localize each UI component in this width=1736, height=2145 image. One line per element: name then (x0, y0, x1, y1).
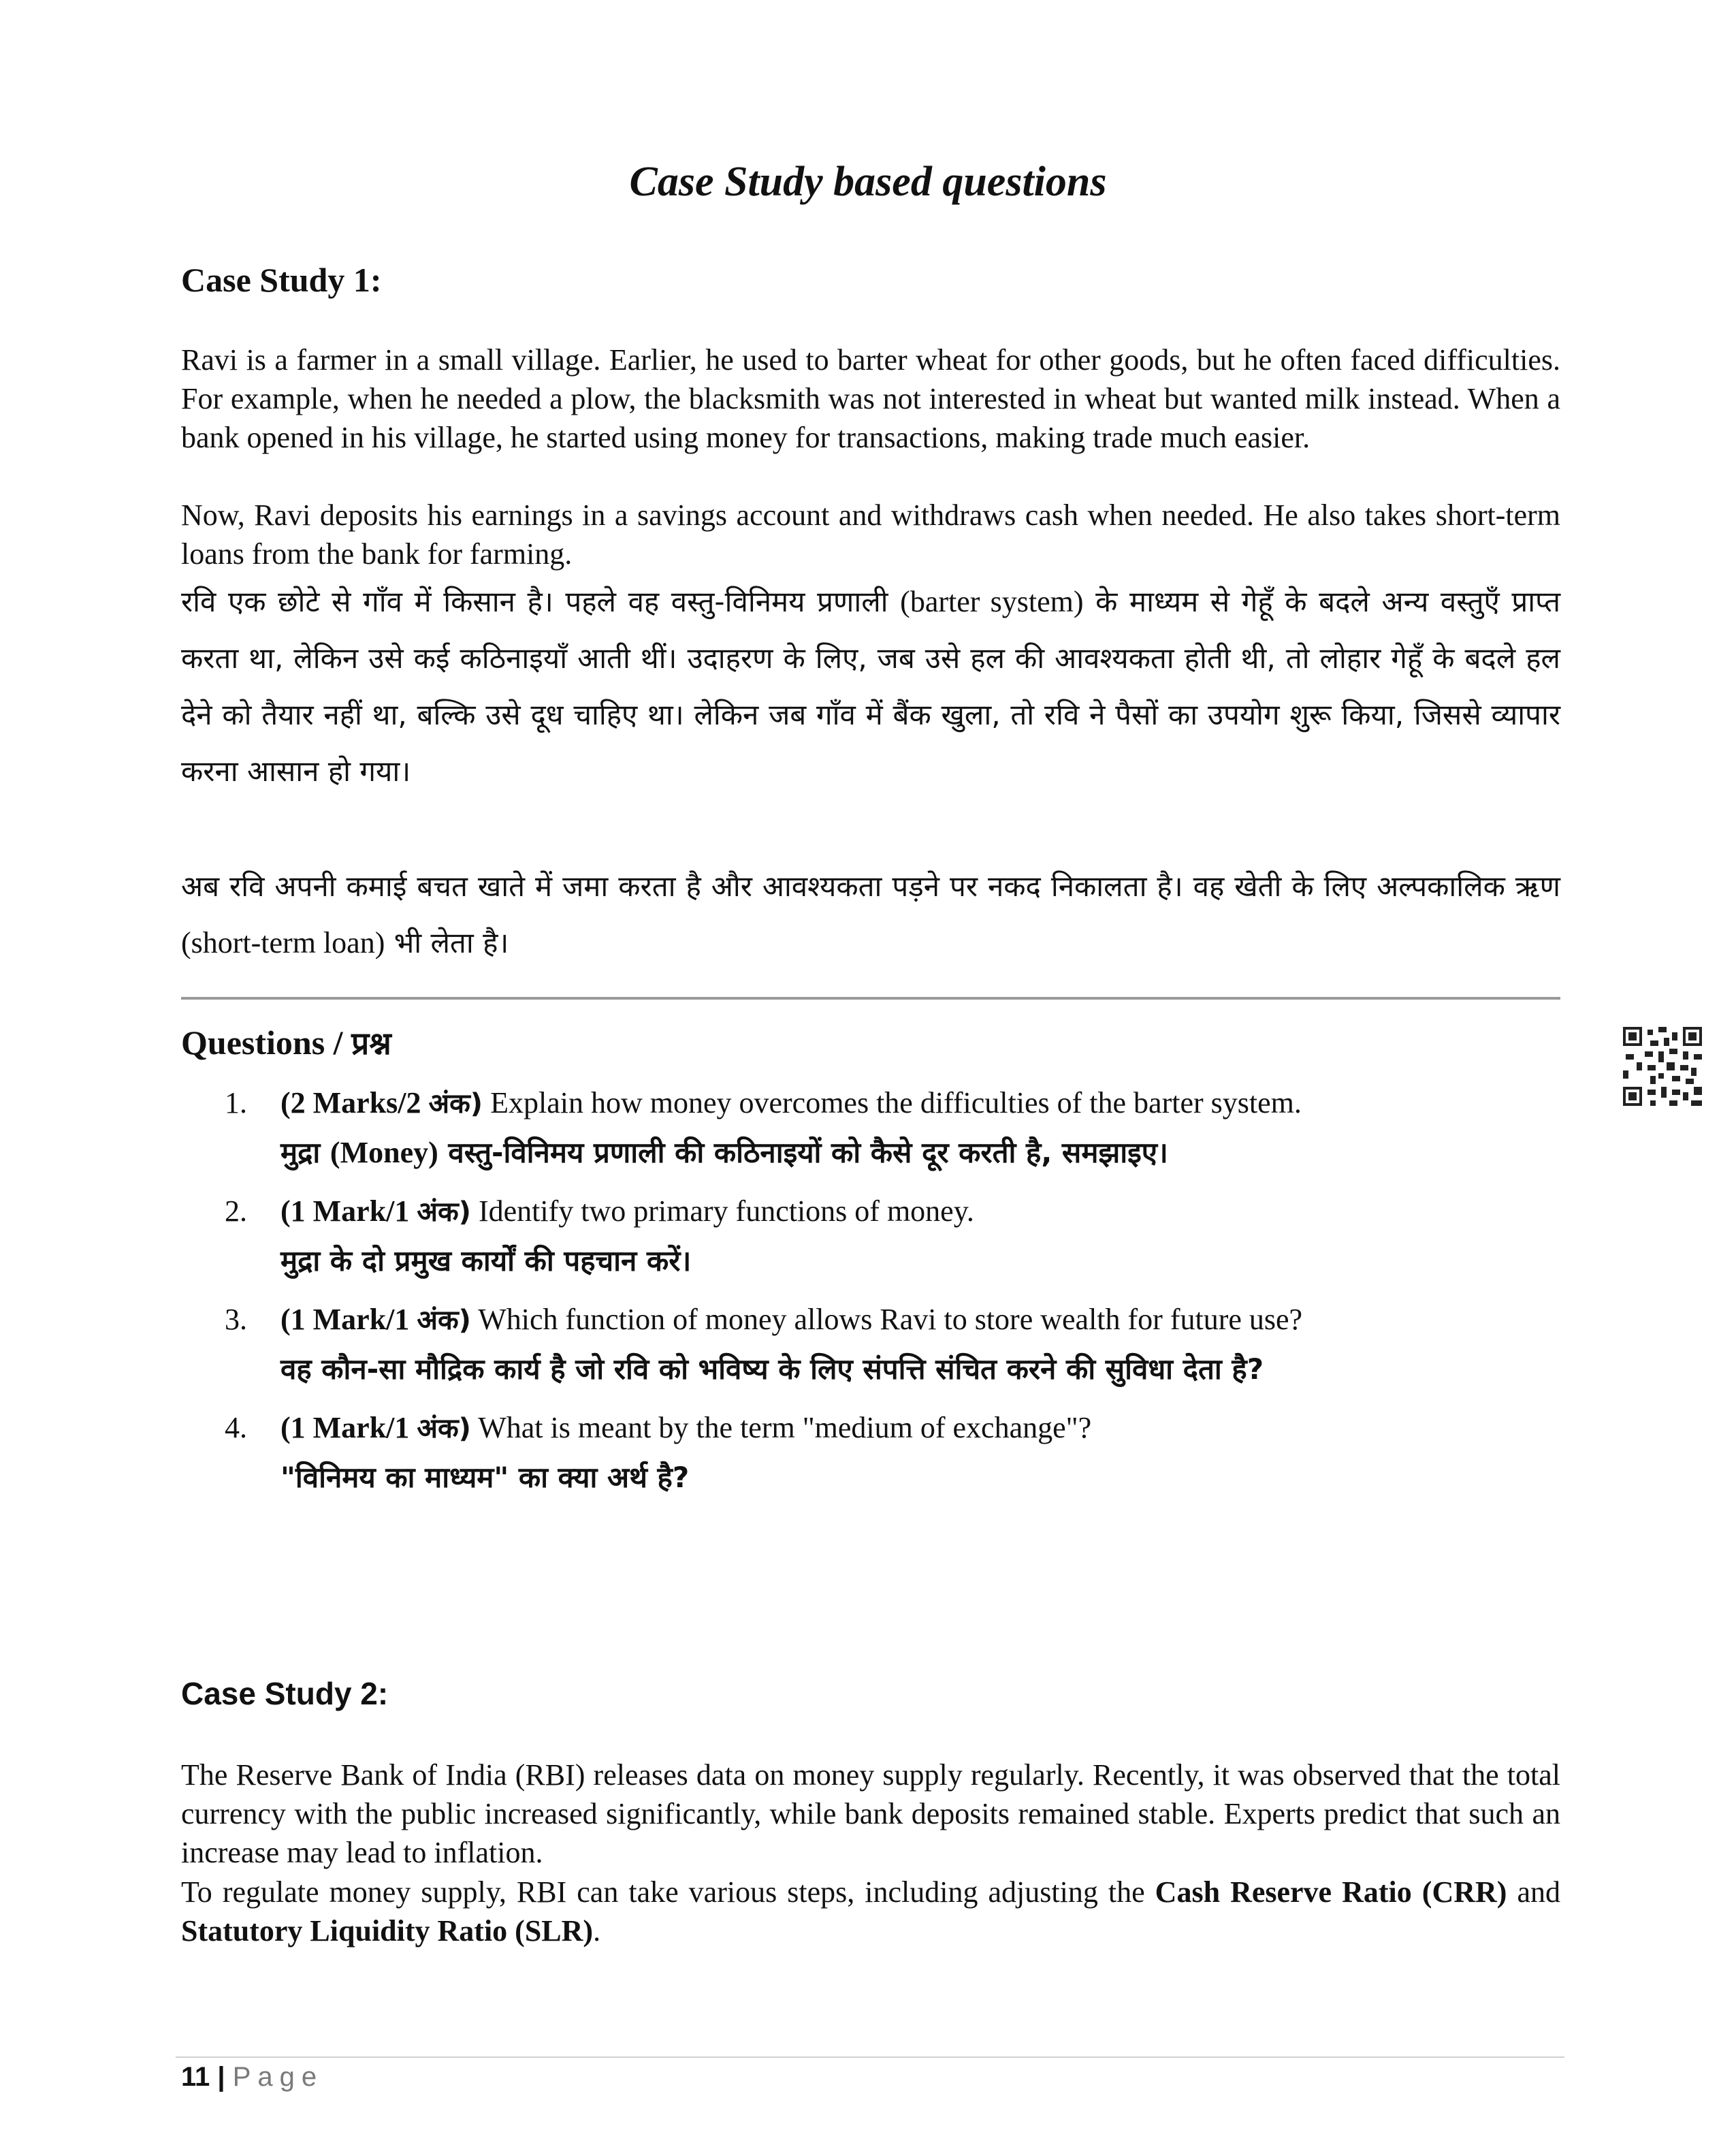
qr-code-icon[interactable] (1623, 1027, 1702, 1106)
hindi-text: भी लेता है। (393, 926, 509, 959)
marks-label: (1 Mark/1 (280, 1303, 410, 1336)
hindi-text: के माध्यम से गेहूँ के बदले अन्य वस्तुएँ प्राप्त करता था, लेकिन उसे कई कठिनाइयाँ आती थीं। उदाहरण के लिए, जब उसे हल की आवश्यकता होती थी, तो लोहार गेहूँ के बदले हल देने को तैयार नहीं था, बल्कि उसे दूध चाहिए था। लेकिन जब गाँव में बैंक खुला, तो रवि ने पैसों का उपयोग शुरू किया, जिससे व्यापार करना आसान हो गया। (181, 585, 1561, 788)
question-text-en (280, 1191, 1560, 1233)
page-number: 11 (181, 2062, 210, 2092)
question-text: What is meant by the term "medium of exchange"? (478, 1411, 1092, 1444)
marks-label-hi: अंक) (417, 1196, 471, 1228)
question-item-2 (225, 1191, 1560, 1290)
marks-label-hi: अंक) (428, 1088, 483, 1119)
case-study-2-paragraph-2 (181, 1873, 1560, 1950)
marks-label: (1 Mark/1 (280, 1194, 410, 1228)
page-footer (181, 2062, 323, 2093)
question-text: Identify two primary functions of money. (478, 1194, 974, 1228)
question-number: 2. (225, 1194, 247, 1228)
marks-label: (2 Marks/2 (280, 1086, 421, 1119)
marks-label: (1 Mark/1 (280, 1411, 410, 1444)
questions-heading-en: Questions / (181, 1023, 343, 1062)
question-text-en (280, 1299, 1560, 1341)
question-text-hi (280, 1124, 1560, 1181)
question-text-hi: मुद्रा के दो प्रमुख कार्यों की पहचान करें। (280, 1244, 692, 1277)
questions-list (225, 1083, 1560, 1516)
case-study-2-heading: Case Study 2: (181, 1676, 389, 1711)
question-text: Explain how money overcomes the difficulties of the barter system. (490, 1086, 1302, 1119)
footer-separator: | (217, 2062, 225, 2092)
english-term: (barter system) (900, 585, 1084, 618)
crr-term: Cash Reserve Ratio (CRR) (1155, 1875, 1507, 1909)
case-study-1-paragraph-en-1: Ravi is a farmer in a small village. Earlier, he used to barter wheat for other goods, but he often faced difficulties. For example, when he needed a plow, the blacksmith was not interested in wheat but wanted milk instead. When a bank opened in his village, he started using money for transactions, making trade much easier. (181, 343, 1560, 454)
case-study-1-paragraph-hi-2 (181, 858, 1560, 971)
page-label: Page (232, 2062, 324, 2092)
question-item-4 (225, 1408, 1560, 1506)
case-study-1-paragraph-en-2: Now, Ravi deposits his earnings in a savings account and withdraws cash when needed. He also takes short-term loans from the bank for farming. (181, 498, 1560, 571)
english-term: (short-term loan) (181, 926, 385, 959)
question-number: 4. (225, 1411, 247, 1444)
hindi-text: मुद्रा (280, 1136, 321, 1169)
questions-heading-hi: प्रश्न (351, 1025, 391, 1062)
slr-term: Statutory Liquidity Ratio (SLR) (181, 1914, 594, 1948)
hindi-text: वस्तु-विनिमय प्रणाली की कठिनाइयों को कैसे दूर करती है, समझाइए। (448, 1136, 1168, 1169)
question-text-hi: वह कौन-सा मौद्रिक कार्य है जो रवि को भविष्य के लिए संपत्ति संचित करने की सुविधा देता है? (280, 1352, 1264, 1386)
section-divider (181, 997, 1560, 1000)
page-title: Case Study based questions (629, 159, 1107, 205)
question-text-en (280, 1408, 1560, 1449)
body-text: and (1517, 1875, 1561, 1909)
question-text: Which function of money allows Ravi to store wealth for future use? (478, 1303, 1303, 1336)
case-study-1-paragraph-hi-1 (181, 573, 1560, 799)
question-text-hi: "विनिमय का माध्यम" का क्या अर्थ है? (280, 1461, 690, 1494)
questions-heading (181, 1021, 391, 1064)
footer-divider (176, 2056, 1564, 2058)
case-study-2-paragraph-1: The Reserve Bank of India (RBI) releases data on money supply regularly. Recently, it was observed that the total currency with the public increased significantly, while bank deposits remained stable. Experts predict that such an increase may lead to inflation. (181, 1758, 1560, 1869)
hindi-text: अब रवि अपनी कमाई बचत खाते में जमा करता है और आवश्यकता पड़ने पर नकद निकालता है। वह खेती के लिए अल्पकालिक ऋण (181, 870, 1560, 903)
question-number: 3. (225, 1303, 247, 1336)
marks-label-hi: अंक) (417, 1305, 471, 1336)
hindi-text: रवि एक छोटे से गाँव में किसान है। पहले वह वस्तु-विनिमय प्रणाली (181, 585, 888, 618)
case-study-1-heading: Case Study 1: (181, 261, 382, 299)
question-item-3 (225, 1299, 1560, 1398)
question-text-en (280, 1083, 1560, 1124)
marks-label-hi: अंक) (417, 1413, 471, 1444)
question-item-1 (225, 1083, 1560, 1181)
question-number: 1. (225, 1086, 247, 1119)
body-text: To regulate money supply, RBI can take various steps, including adjusting the (181, 1875, 1145, 1909)
english-term: (Money) (329, 1136, 438, 1169)
body-text: . (593, 1914, 601, 1948)
